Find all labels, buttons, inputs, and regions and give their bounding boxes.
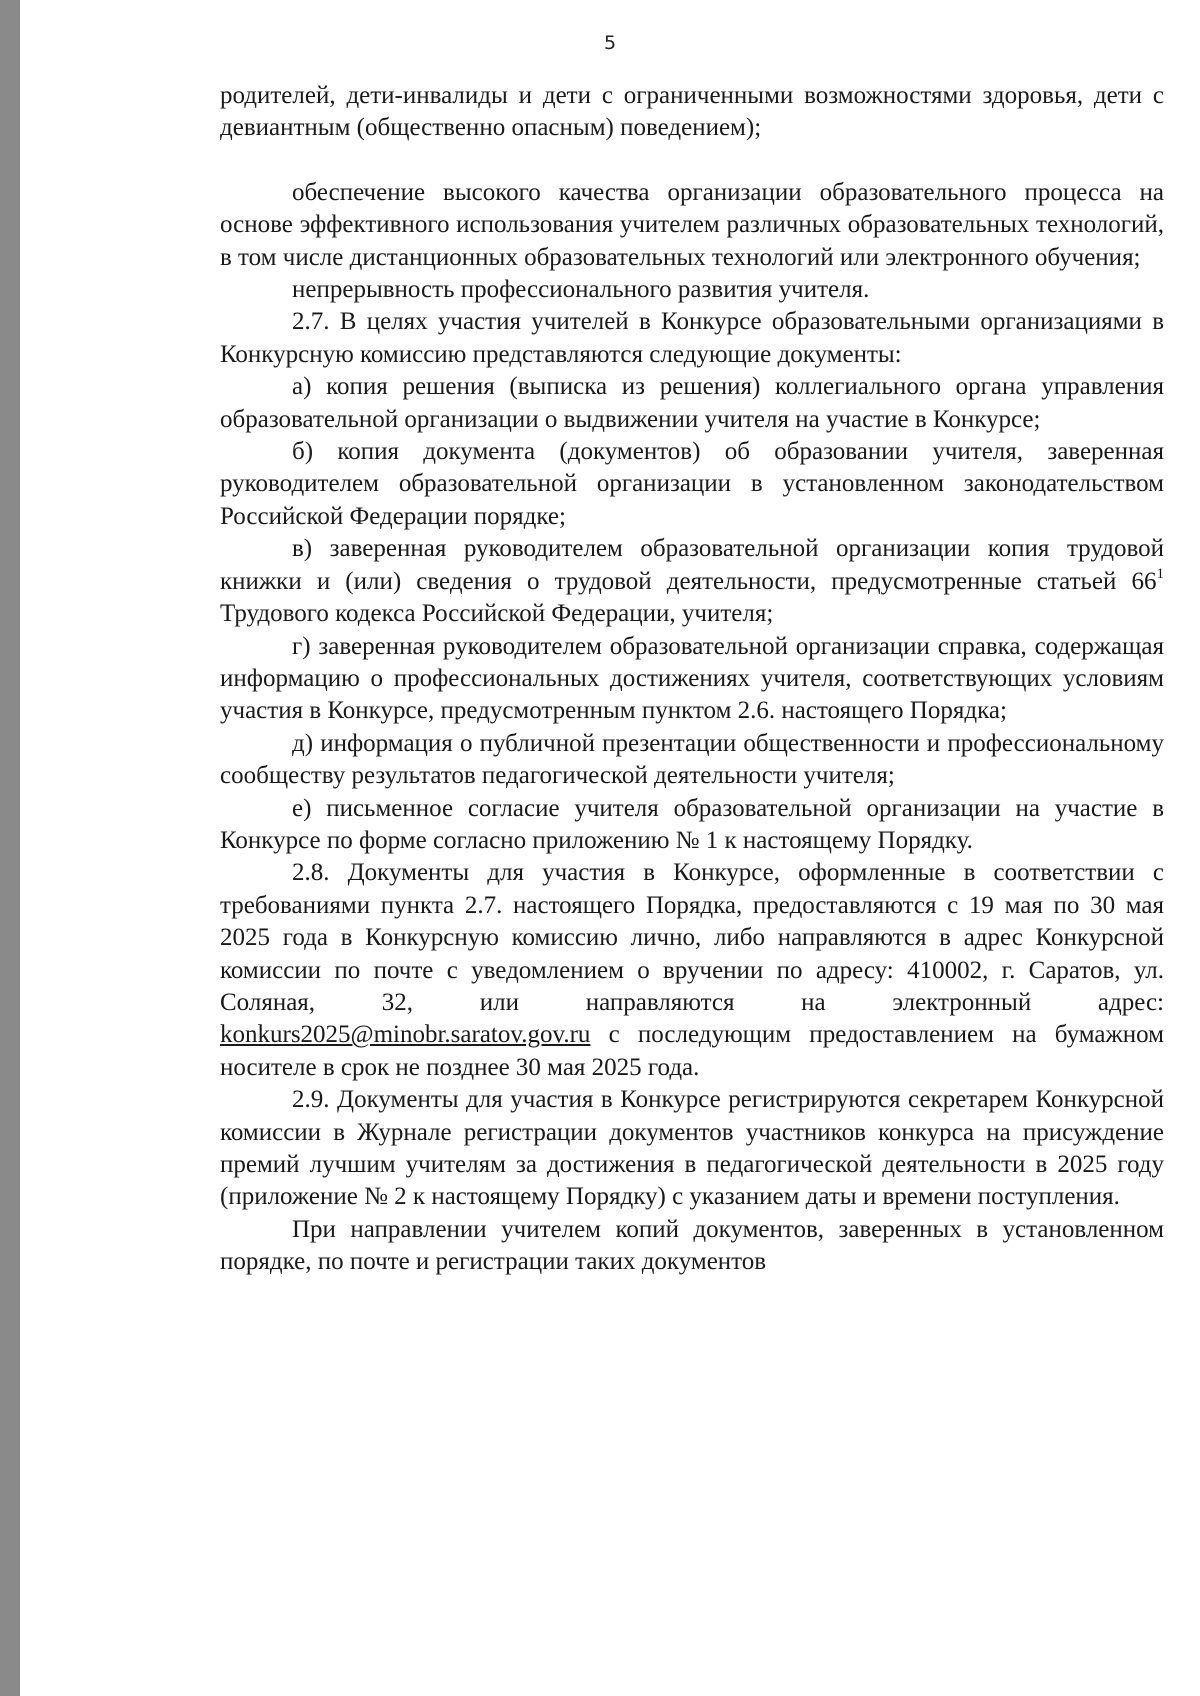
scan-left-edge [0, 0, 20, 1696]
document-page [20, 0, 1200, 1696]
list-item-d: д) информация о публичной презентации общественности и профессиональному сообществу результатов педагогической деятельности учителя; [220, 729, 1164, 790]
list-item-g: г) заверенная руководителем образовательной организации справка, содержащая информацию о профессиональных достижениях учителя, соответствующих условиям участия в Конкурсе, предусмотренным пунктом 2.6. настоящего Порядка; [220, 632, 1164, 725]
list-item-v [220, 533, 1164, 630]
paragraph-2-8-text-end: с последующим предоставлением на бумажном носителе в срок не позднее 30 мая 2025 года. [220, 1021, 1164, 1081]
list-item-e: е) письменное согласие учителя образовательной организации на участие в Конкурсе по форме согласно приложению № 1 к настоящему Порядку. [220, 794, 1164, 854]
page-number: 5 [603, 32, 617, 54]
email-address: konkurs2025@minobr.saratov.gov.ru [220, 1021, 591, 1049]
list-item-v-text-end: Трудового кодекса Российской Федерации, учителя; [220, 600, 774, 628]
paragraph-continuation: родителей, дети-инвалиды и дети с ограниченными возможностями здоровья, дети с девиантным (общественно опасным) поведением); [220, 82, 1164, 142]
list-item-a: а) копия решения (выписка из решения) коллегиального органа управления образовательной организации о выдвижении учителя на участие в Конкурсе; [220, 373, 1164, 433]
paragraph-2-9: 2.9. Документы для участия в Конкурсе регистрируются секретарем Конкурсной комиссии в Журнале регистрации документов участников конкурса на присуждение премий лучшим учителям за достижения в педагогической деятельности в 2025 году (приложение № 2 к настоящему Порядку) с указанием даты и времени поступления. [220, 1086, 1164, 1211]
paragraph-2-8-text: 2.8. Документы для участия в Конкурсе, оформленные в соответствии с требованиями пункта 2.7. настоящего Порядка, предоставляются с 19 мая по 30 мая 2025 года в Конкурсную комиссию лично, либо направляются в адрес Конкурсной комиссии по почте с уведомлением о вручении по адресу: 410002, г. Саратов, ул. Соляная, 32, или направляются на электронный адрес: [220, 859, 1164, 1016]
paragraph-2-8 [220, 857, 1164, 1084]
document-body [220, 80, 1164, 1279]
paragraph-continuity: непрерывность профессионального развития учителя. [292, 276, 870, 304]
paragraph-mail-submission: При направлении учителем копий документов, заверенных в установленном порядке, по почте и регистрации таких документов [220, 1215, 1164, 1276]
paragraph-quality: обеспечение высокого качества организации образовательного процесса на основе эффективного использования учителем различных образовательных технологий, в том числе дистанционных образовательных технологий или электронного обучения; [220, 178, 1164, 271]
list-item-v-text: в) заверенная руководителем образовательной организации копия трудовой книжки и (или) сведения о трудовой деятельности, предусмотренные статьей 66 [220, 535, 1164, 595]
paragraph-2-7: 2.7. В целях участия учителей в Конкурсе образовательными организациями в Конкурсную комиссию представляются следующие документы: [220, 308, 1164, 368]
list-item-b: б) копия документа (документов) об образовании учителя, заверенная руководителем образовательной организации в установленном законодательством Российской Федерации порядке; [220, 438, 1164, 530]
footnote-superscript: 1 [1156, 565, 1164, 582]
